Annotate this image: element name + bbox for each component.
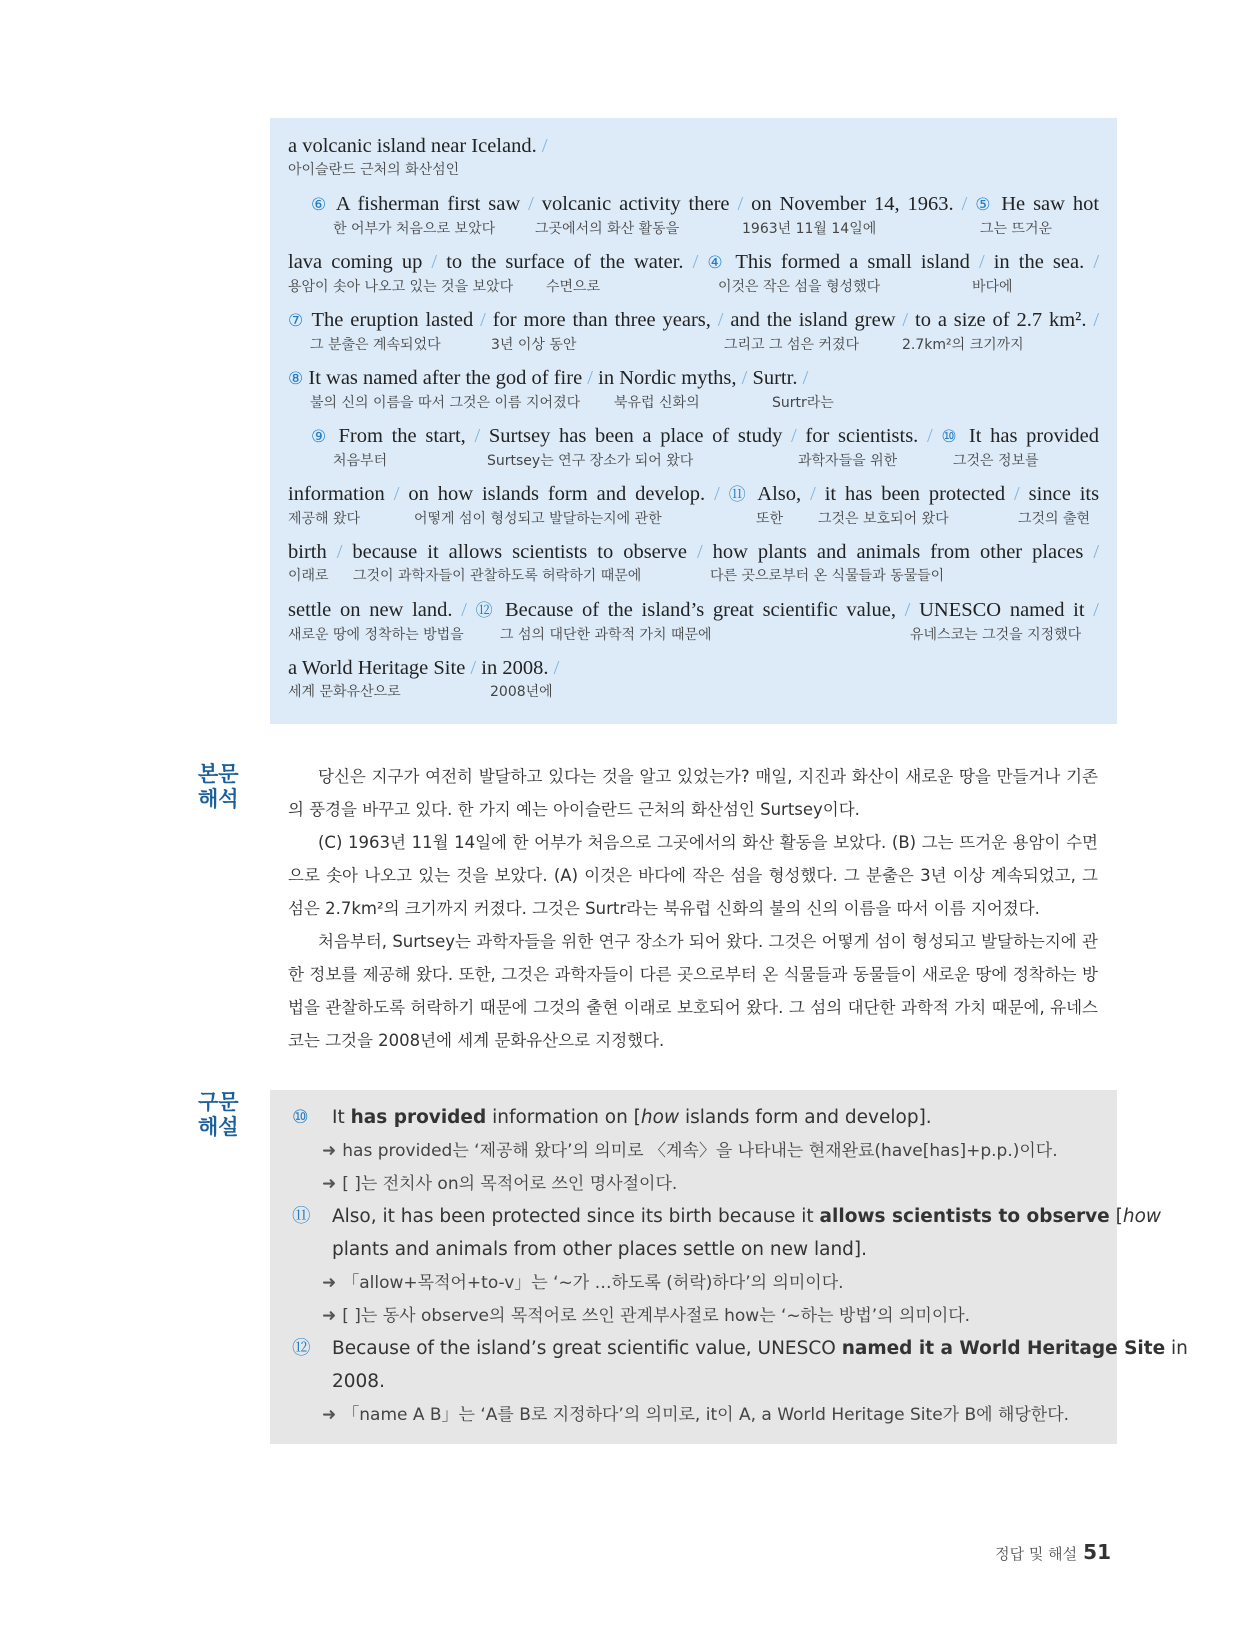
passage-line: ⑥ A fisherman first saw / volcanic activity there / on November 14, 1963. / ⑤ He saw hot 한 어부가 처음으로 보았다 그곳에서의 화산 활동을 1963년 11월 14일에 그는 뜨거운	[311, 193, 1100, 237]
passage-line: lava coming up / to the surface of the water. / ④ This formed a small island / in the sea. / 용암이 솟아 나오고 있는 것을 보았다 수면으로 이것은 작은 섬을 형성했다 바다에	[288, 251, 1100, 295]
arrow-icon: ➜	[322, 1273, 337, 1293]
sentence-number: ⑦	[288, 311, 305, 331]
sentence-number: ④	[707, 253, 727, 273]
sentence-number: ⑪	[292, 1206, 311, 1227]
passage-line: ⑨ From the start, / Surtsey has been a place of study / for scientists. / ⑩ It has provided 처음부터 Surtsey는 연구 장소가 되어 왔다 과학자들을 위한 그것은 정보를	[311, 425, 1099, 469]
passage-line: information / on how islands form and develop. / ⑪ Also, / it has been protected / since its 제공해 왔다 어떻게 섬이 형성되고 발달하는지에 관한 또한 그것은 보호되어 왔다 그것의 출현	[288, 483, 1100, 527]
page-footer	[995, 1540, 1111, 1564]
sentence-number: ⑤	[975, 195, 994, 215]
grammar-note: ➜ [ ]는 동사 observe의 목적어로 쓰인 관계부사절로 how는 ‘~하는 방법’의 의미이다.	[322, 1306, 971, 1326]
grammar-note: ➜ [ ]는 전치사 on의 목적어로 쓰인 명사절이다.	[322, 1174, 678, 1194]
translation-label: 본문 해석	[198, 762, 239, 811]
passage-kr-text: 아이슬란드 근처의 화산섬인	[288, 162, 460, 178]
footer-label: 정답 및 해설	[995, 1545, 1078, 1563]
arrow-icon: ➜	[322, 1141, 337, 1161]
sentence-number: ⑪	[728, 485, 750, 505]
translation-paragraph: 당신은 지구가 여전히 발달하고 있다는 것을 알고 있었는가? 매일, 지진과 화산이 새로운 땅을 만들거나 기존의 풍경을 바꾸고 있다. 한 가지 예는 아이슬란드 근처의 화산섬인 Surtsey이다.	[288, 767, 1098, 819]
translation-section	[288, 760, 1098, 1057]
passage-en-text: a volcanic island near Iceland.	[288, 135, 537, 157]
passage-line: ⑦ The eruption lasted / for more than three years, / and the island grew / to a size of 2.7 km². / 그 분출은 계속되었다 3년 이상 동안 그리고 그 섬은 커졌다 2.7km²의 크기까지	[288, 309, 1100, 353]
passage-box	[270, 118, 1117, 724]
sentence-number: ⑥	[311, 195, 330, 215]
passage-line: birth / because it allows scientists to observe / how plants and animals from other places / 이래로 그것이 과학자들이 관찰하도록 허락하기 때문에 다른 곳으로부터 온 식물들과 동물들이	[288, 541, 1100, 584]
translation-paragraph: (C) 1963년 11월 14일에 한 어부가 처음으로 그곳에서의 화산 활동을 보았다. (B) 그는 뜨거운 용암이 수면으로 솟아 나오고 있는 것을 보았다. (A) 이것은 바다에 작은 섬을 형성했다. 그 분출은 3년 이상 계속되었고, 그 섬은 2.7km²의 크기까지 커졌다. 그것은 Surtr라는 북유럽 신화의 불의 신의 이름을 따서 이름 지어졌다.	[288, 833, 1098, 918]
grammar-note: ➜ 「allow+목적어+to-v」는 ‘~가 …하도록 (허락)하다’의 의미이다.	[322, 1273, 844, 1293]
grammar-label: 구문 해설	[198, 1090, 239, 1139]
sentence-number: ⑨	[311, 427, 330, 447]
passage-line: ⑧ It was named after the god of fire / in Nordic myths, / Surtr. / 불의 신의 이름을 따서 그것은 이름 지어졌다 북유럽 신화의 Surtr라는	[288, 367, 834, 411]
sentence-number: ⑫	[475, 601, 497, 621]
arrow-icon: ➜	[322, 1306, 337, 1326]
grammar-item: ⑪ Also, it has been protected since its birth because it allows scientists to observe [how	[292, 1206, 1162, 1227]
translation-paragraph: 처음부터, Surtsey는 과학자들을 위한 연구 장소가 되어 왔다. 그것은 어떻게 섬이 형성되고 발달하는지에 관한 정보를 제공해 왔다. 또한, 그것은 과학자들이 다른 곳으로부터 온 식물들과 동물들이 새로운 땅에 정착하는 방법을 관찰하도록 허락하기 때문에 그것의 출현 이래로 보호되어 왔다. 그 섬의 대단한 과학적 가치 때문에, 유네스코는 그것을 2008년에 세계 문화유산으로 지정했다.	[288, 932, 1098, 1050]
passage-line: a volcanic island near Iceland. / 아이슬란드 근처의 화산섬인	[288, 134, 1099, 179]
grammar-note: ➜ 「name A B」는 ‘A를 B로 지정하다’의 의미로, it이 A, a World Heritage Site가 B에 해당한다.	[322, 1405, 1070, 1425]
arrow-icon: ➜	[322, 1174, 337, 1194]
sentence-number: ⑫	[292, 1338, 311, 1359]
sentence-number: ⑩	[941, 427, 961, 447]
page-number: 51	[1083, 1540, 1111, 1564]
arrow-icon: ➜	[322, 1405, 337, 1425]
grammar-item: ⑫ Because of the island’s great scientific value, UNESCO named it a World Heritage Site in	[292, 1338, 1188, 1359]
grammar-box: ⑩ It has provided information on [how islands form and develop]. ➜ has provided는 ‘제공해 왔다’의 의미로 〈계속〉을 나타내는 현재완료(have[has]+p.p.)이다. ➜ [ ]는 전치사 on의 목적어로 쓰인 명사절이다. ⑪ Also, it has been protected since its birth because it allows scientists to observe [how plants and animals from other places settle on new land]. ➜ 「allow+목적어+to-v」는 ‘~가 …하도록 (허락)하다’의 의미이다. ➜ [ ]는 동사 observe의 목적어로 쓰인 관계부사절로 how는 ‘~하는 방법’의 의미이다. ⑫ Because of the island’s great scientific value, UNESCO named it a World Heritage Site in 2008. ➜ 「name A B」는 ‘A를 B로 지정하다’의 의미로, it이 A, a World Heritage Site가 B에 해당한다.	[270, 1090, 1117, 1444]
sentence-number: ⑧	[288, 369, 304, 389]
passage-line: settle on new land. / ⑫ Because of the island’s great scientific value, / UNESCO named it / 새로운 땅에 정착하는 방법을 그 섬의 대단한 과학적 가치 때문에 유네스코는 그것을 지정했다	[288, 599, 1099, 643]
grammar-item: ⑩ It has provided information on [how islands form and develop].	[292, 1107, 932, 1128]
passage-line: a World Heritage Site / in 2008. / 세계 문화유산으로 2008년에	[288, 657, 560, 700]
grammar-note: ➜ has provided는 ‘제공해 왔다’의 의미로 〈계속〉을 나타내는 현재완료(have[has]+p.p.)이다.	[322, 1141, 1058, 1161]
sentence-number: ⑩	[292, 1107, 309, 1128]
